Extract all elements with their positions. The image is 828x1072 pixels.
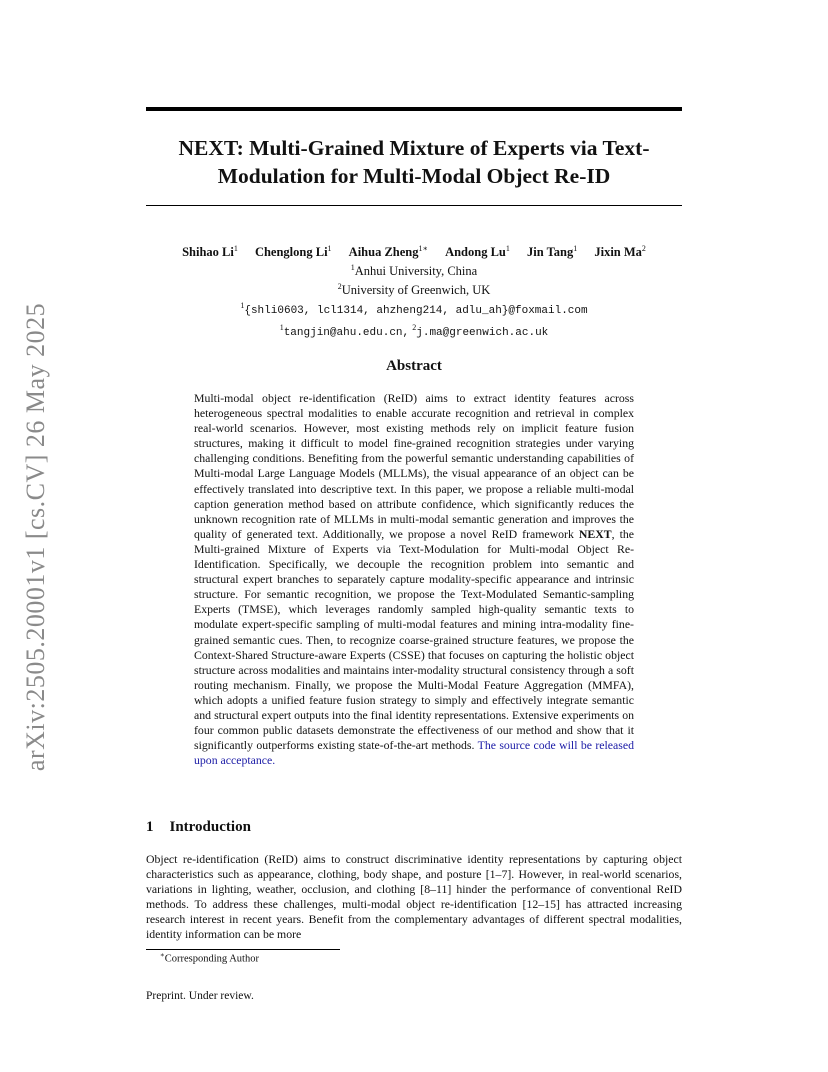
footnote-rule — [146, 949, 340, 950]
author-names — [146, 241, 682, 260]
arxiv-identifier — [21, 297, 51, 777]
author: Shihao Li$^1$ — [182, 244, 238, 260]
section-heading: 1 Introduction — [146, 819, 251, 835]
title-bottom-rule — [146, 205, 682, 206]
affiliation-1: $^1$Anhui University, China — [350, 263, 478, 279]
footnote: ∗Corresponding Author — [160, 951, 259, 965]
author: Andong Lu$^1$ — [445, 244, 510, 260]
email-line-2: $^1$tangjin@ahu.edu.cn, $^2$j.ma@greenwich.ac.uk — [279, 322, 549, 339]
paper-title: NEXT: Multi-Grained Mixture of Experts via Text-Modulation for Multi-Modal Object Re-ID — [178, 136, 650, 188]
abstract-body: Multi-modal object re-identification (ReID) aims to extract identity features across heterogeneous spectral modalities to enable accurate recognition and retrieval in complex real-world scenarios. However, most existing methods rely on implicit feature fusion structures, making it difficult to model fine-grained recognition strategies under varying challenging conditions. Benefiting from the powerful semantic understanding capabilities of Multi-modal Large Language Models (MLLMs), the visual appearance of an object can be effectively translated into descriptive text. In this paper, we propose a reliable multi-modal caption generation method based on attribute confidence, which significantly reduces the unknown recognition rate of MLLMs in multi-modal semantic generation and improves the quality of generated text. Additionally, we propose a novel ReID framework NEXT, the Multi-grained Mixture of Experts via Text-Modulation for Multi-modal Object Re-Identification. Specifically, we decouple the recognition problem into semantic and structural expert branches to separately capture modality-specific appearance and intrinsic structure. For semantic recognition, we propose the Text-Modulated Semantic-sampling Experts (TMSE), which leverages randomly sampled high-quality semantic texts to modulate expert-specific sampling of multi-modal features and mining intra-modality fine-grained semantic cues. Then, to recognize coarse-grained structure features, we propose the Context-Shared Structure-aware Experts (CSSE) that focuses on capturing the holistic object structure across modalities and maintains inter-modality structural consistency through a soft routing mechanism. Finally, we propose the Multi-Modal Feature Aggregation (MMFA), which adopts a unified feature fusion strategy to simply and effectively integrate semantic and structural expert outputs into the final identity representations. Extensive experiments on four common public datasets demonstrate the effectiveness of our method and show that it significantly outperforms existing state-of-the-art methods. The source code will be released upon acceptance. — [194, 391, 634, 768]
introduction-paragraph: Object re-identification (ReID) aims to construct discriminative identity representations by capturing object characteristics such as appearance, clothing, body shape, and posture [1–7]. However, in real-world scenarios, variations in lighting, weather, occlusion, and clothing [8–11] hinder the performance of conventional ReID methods. To address these challenges, multi-modal object re-identification [12–15] has attracted increasing research interest in recent years. Benefit from the complementary advantages of different spectral modalities, identity information can be more — [146, 852, 682, 942]
title-top-rule — [146, 107, 682, 111]
author-block — [146, 241, 682, 341]
arxiv-identifier-text: arXiv:2505.20001v1 [cs.CV] 26 May 2025 — [21, 302, 50, 772]
preprint-note: Preprint. Under review. — [146, 990, 254, 1002]
author: Jin Tang$^1$ — [527, 244, 578, 260]
affiliation-2: $^2$University of Greenwich, UK — [337, 282, 491, 298]
email-line-1: $^1${shli0603, lcl1314, ahzheng214, adlu_ah}@foxmail.com — [240, 301, 588, 318]
abstract-heading: Abstract — [386, 358, 442, 374]
source-code-link[interactable]: The source code will be released upon acceptance. — [194, 738, 634, 768]
author: Chenglong Li$^1$ — [254, 244, 332, 260]
author: Aihua Zheng$^{1∗}$ — [348, 244, 428, 260]
author: Jixin Ma$^2$ — [594, 244, 646, 260]
